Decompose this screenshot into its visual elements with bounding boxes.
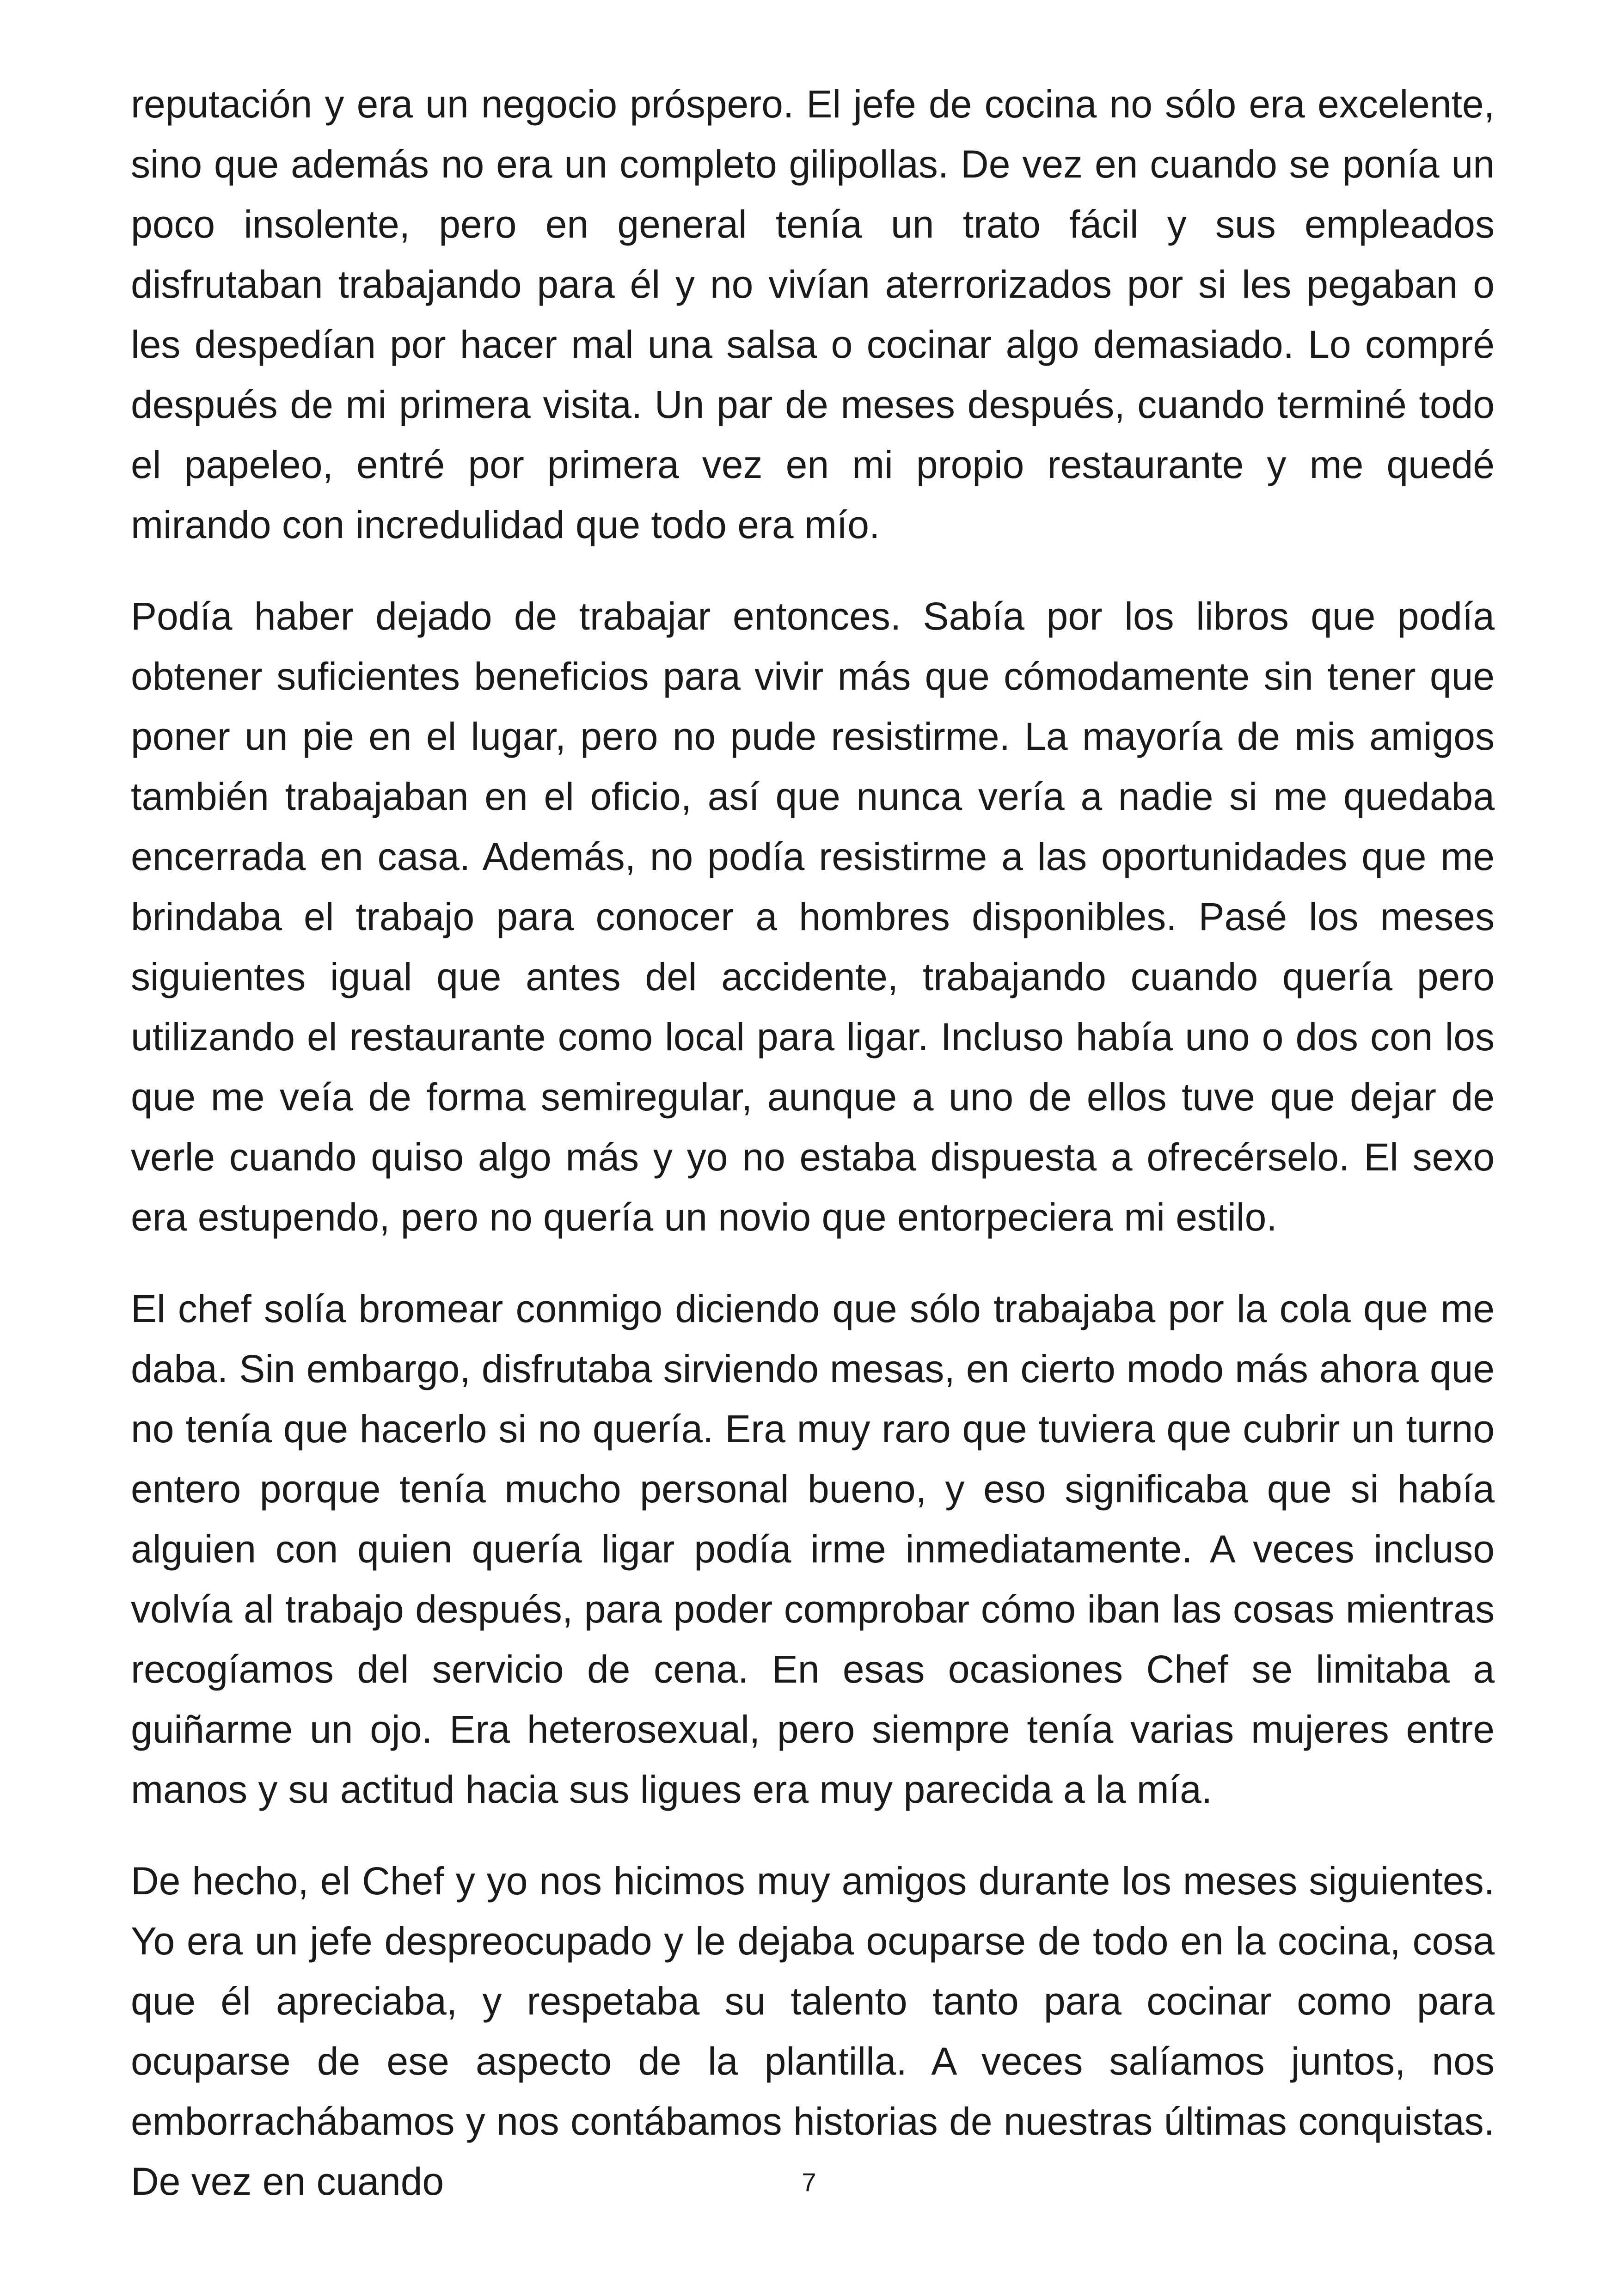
paragraph-4: De hecho, el Chef y yo nos hicimos muy amigos durante los meses siguientes. Yo era un jefe despreocupado y le dejaba ocuparse de todo en la cocina, cosa que él apreciaba, y respetaba su talento tanto para cocinar como para ocuparse de ese aspecto de la plantilla. A veces salíamos juntos, nos emborrachábamos y nos contábamos historias de nuestras últimas conquistas. De vez en cuando	[131, 1859, 1495, 2203]
paragraph-2: Podía haber dejado de trabajar entonces. Sabía por los libros que podía obtener suficientes beneficios para vivir más que cómodamente sin tener que poner un pie en el lugar, pero no pude resistirme. La mayoría de mis amigos también trabajaban en el oficio, así que nunca vería a nadie si me quedaba encerrada en casa. Además, no podía resistirme a las oportunidades que me brindaba el trabajo para conocer a hombres disponibles. Pasé los meses siguientes igual que antes del accidente, trabajando cuando quería pero utilizando el restaurante como local para ligar. Incluso había uno o dos con los que me veía de forma semiregular, aunque a uno de ellos tuve que dejar de verle cuando quiso algo más y yo no estaba dispuesta a ofrecérselo. El sexo era estupendo, pero no quería un novio que entorpeciera mi estilo.	[131, 594, 1495, 1239]
paragraph-1: reputación y era un negocio próspero. El jefe de cocina no sólo era excelente, sino que además no era un completo gilipollas. De vez en cuando se ponía un poco insolente, pero en general tenía un trato fácil y sus empleados disfrutaban trabajando para él y no vivían aterrorizados por si les pegaban o les despedían por hacer mal una salsa o cocinar algo demasiado. Lo compré después de mi primera visita. Un par de meses después, cuando terminé todo el papeleo, entré por primera vez en mi propio restaurante y me quedé mirando con incredulidad que todo era mío.	[131, 82, 1495, 546]
body-text	[131, 74, 1495, 2243]
page-number: 7	[802, 2167, 816, 2197]
paragraph-3: El chef solía bromear conmigo diciendo que sólo trabajaba por la cola que me daba. Sin embargo, disfrutaba sirviendo mesas, en cierto modo más ahora que no tenía que hacerlo si no quería. Era muy raro que tuviera que cubrir un turno entero porque tenía mucho personal bueno, y eso significaba que si había alguien con quien quería ligar podía irme inmediatamente. A veces incluso volvía al trabajo después, para poder comprobar cómo iban las cosas mientras recogíamos del servicio de cena. En esas ocasiones Chef se limitaba a guiñarme un ojo. Era heterosexual, pero siempre tenía varias mujeres entre manos y su actitud hacia sus ligues era muy parecida a la mía.	[131, 1287, 1495, 1811]
